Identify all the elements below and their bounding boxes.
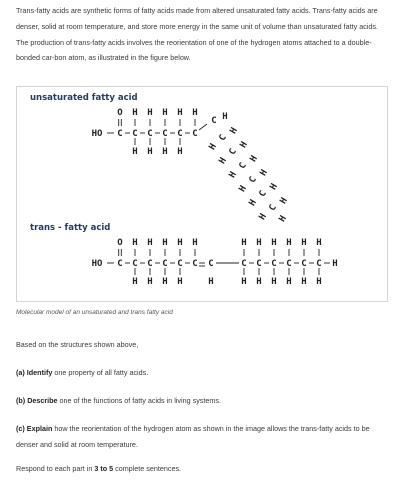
trans-hydrogen: H <box>316 277 322 287</box>
trans-carbon: C <box>208 259 214 269</box>
cis-hydrogen: H <box>228 126 240 136</box>
trans-hydrogen: H <box>271 277 277 287</box>
intro-paragraph: Trans-fatty acids are synthetic forms of fatty acids made from altered unsaturated fatty acids. Trans-fatty acids are denser, solid at room temperature, and store more energy in the same unit of volume than unsaturated fatty acids. The production of trans-fatty acids involves the reorientation of one of the hydrogen atoms attached to a double-bonded car-bon atom, as illustrated in the figure below. <box>16 6 378 63</box>
question-b-text: one of the functions of fatty acids in living systems. <box>57 396 221 405</box>
trans-hydrogen: H <box>177 238 183 248</box>
cis-carbon: C <box>162 129 168 139</box>
cis-hydrogen: H <box>192 108 198 118</box>
response-note-suffix: complete sentences. <box>113 464 182 473</box>
trans-hydrogen: H <box>177 277 183 287</box>
trans-moved-hydrogen: H <box>208 277 214 287</box>
trans-carbon: C <box>301 259 307 269</box>
trans-carbon: C <box>256 259 262 269</box>
question-b-tag: (b) <box>16 396 26 405</box>
cis-hydrogen: H <box>257 212 269 222</box>
question-a-verb: Identify <box>26 368 53 377</box>
instructions-text: Based on the structures shown above, <box>16 340 139 349</box>
trans-carbon: C <box>117 259 123 269</box>
cis-carbon: C <box>227 147 239 157</box>
trans-carbon: C <box>177 259 183 269</box>
trans-hydrogen: H <box>256 277 262 287</box>
cis-hydrogen: H <box>258 168 270 178</box>
cis-carbon: C <box>117 129 123 139</box>
question-a-text: one property of all fatty acids. <box>52 368 149 377</box>
cis-hydrogen: H <box>207 142 219 152</box>
trans-carbon: C <box>271 259 277 269</box>
cis-hydrogen: H <box>177 108 183 118</box>
cis-carbon: C <box>217 133 229 143</box>
cis-carbon: C <box>237 161 249 171</box>
cis-hydrogen: H <box>132 147 138 157</box>
cis-hydrogen: H <box>277 214 289 224</box>
trans-hydrogen: H <box>256 238 262 248</box>
trans-hydrogen: H <box>241 238 247 248</box>
cis-carbon: C <box>211 116 217 126</box>
trans-carbon: C <box>241 259 247 269</box>
cis-carbon: C <box>147 129 153 139</box>
cis-hydrogen: H <box>247 198 259 208</box>
cis-carbon: C <box>267 203 279 213</box>
cis-hydrogen: H <box>217 156 229 166</box>
cis-moved-hydrogen: H <box>222 112 228 122</box>
trans-hydrogen: H <box>332 259 338 269</box>
cis-hydrogen: H <box>162 147 168 157</box>
cis-hydrogen: H <box>227 170 239 180</box>
cis-hydrogen: H <box>147 147 153 157</box>
trans-hydrogen: H <box>286 277 292 287</box>
cis-carbon: C <box>177 129 183 139</box>
question-c <box>16 421 392 452</box>
cis-hydrogen: H <box>177 147 183 157</box>
cis-hydrogen: H <box>132 108 138 118</box>
unsaturated-label: unsaturated fatty acid <box>30 93 138 103</box>
trans-hydrogen: H <box>132 238 138 248</box>
question-c-verb: Explain <box>26 424 53 433</box>
trans-carbon: C <box>162 259 168 269</box>
cis-oxygen: O <box>117 108 123 118</box>
trans-hydrogen: H <box>316 238 322 248</box>
cis-hydrogen: H <box>237 184 249 194</box>
response-note-prefix: Respond to each part in <box>16 464 95 473</box>
trans-carbon: C <box>132 259 138 269</box>
cis-carbon: C <box>192 129 198 139</box>
question-a-tag: (a) <box>16 368 25 377</box>
molecule-figure <box>16 86 388 302</box>
cis-hydrogen: H <box>238 140 250 150</box>
trans-hydrogen: H <box>286 238 292 248</box>
cis-carbon: C <box>257 189 269 199</box>
question-c-tag: (c) <box>16 424 25 433</box>
question-a <box>16 365 392 381</box>
cis-acid-group: HO <box>91 129 103 139</box>
trans-hydrogen: H <box>301 277 307 287</box>
trans-hydrogen: H <box>162 277 168 287</box>
trans-carbon: C <box>316 259 322 269</box>
trans-acid-group: HO <box>91 259 103 269</box>
question-c-text: how the reorientation of the hydrogen atom as shown in the image allows the trans-fatty acids to be denser and solid at room temperature. <box>16 424 370 449</box>
question-b-verb: Describe <box>27 396 58 405</box>
cis-carbon: C <box>132 129 138 139</box>
trans-hydrogen: H <box>271 238 277 248</box>
figure-caption: Molecular model of an unsaturated and trans fatty acid <box>16 309 173 316</box>
trans-hydrogen: H <box>162 238 168 248</box>
molecule-diagram <box>17 87 389 303</box>
trans-label: trans - fatty acid <box>30 223 111 233</box>
cis-carbon: C <box>247 175 259 185</box>
cis-double-bond <box>199 124 207 130</box>
trans-hydrogen: H <box>301 238 307 248</box>
trans-carbon: C <box>286 259 292 269</box>
trans-hydrogen: H <box>147 277 153 287</box>
trans-hydrogen: H <box>132 277 138 287</box>
cis-hydrogen: H <box>162 108 168 118</box>
trans-carbon: C <box>147 259 153 269</box>
trans-hydrogen: H <box>241 277 247 287</box>
response-note-emphasis: 3 to 5 <box>94 464 114 473</box>
response-note <box>16 461 392 477</box>
trans-oxygen: O <box>117 238 123 248</box>
trans-hydrogen: H <box>192 238 198 248</box>
cis-hydrogen: H <box>147 108 153 118</box>
trans-carbon: C <box>192 259 198 269</box>
cis-hydrogen: H <box>278 196 290 206</box>
cis-hydrogen: H <box>248 154 260 164</box>
question-b <box>16 393 392 409</box>
trans-hydrogen: H <box>147 238 153 248</box>
cis-hydrogen: H <box>268 182 280 192</box>
